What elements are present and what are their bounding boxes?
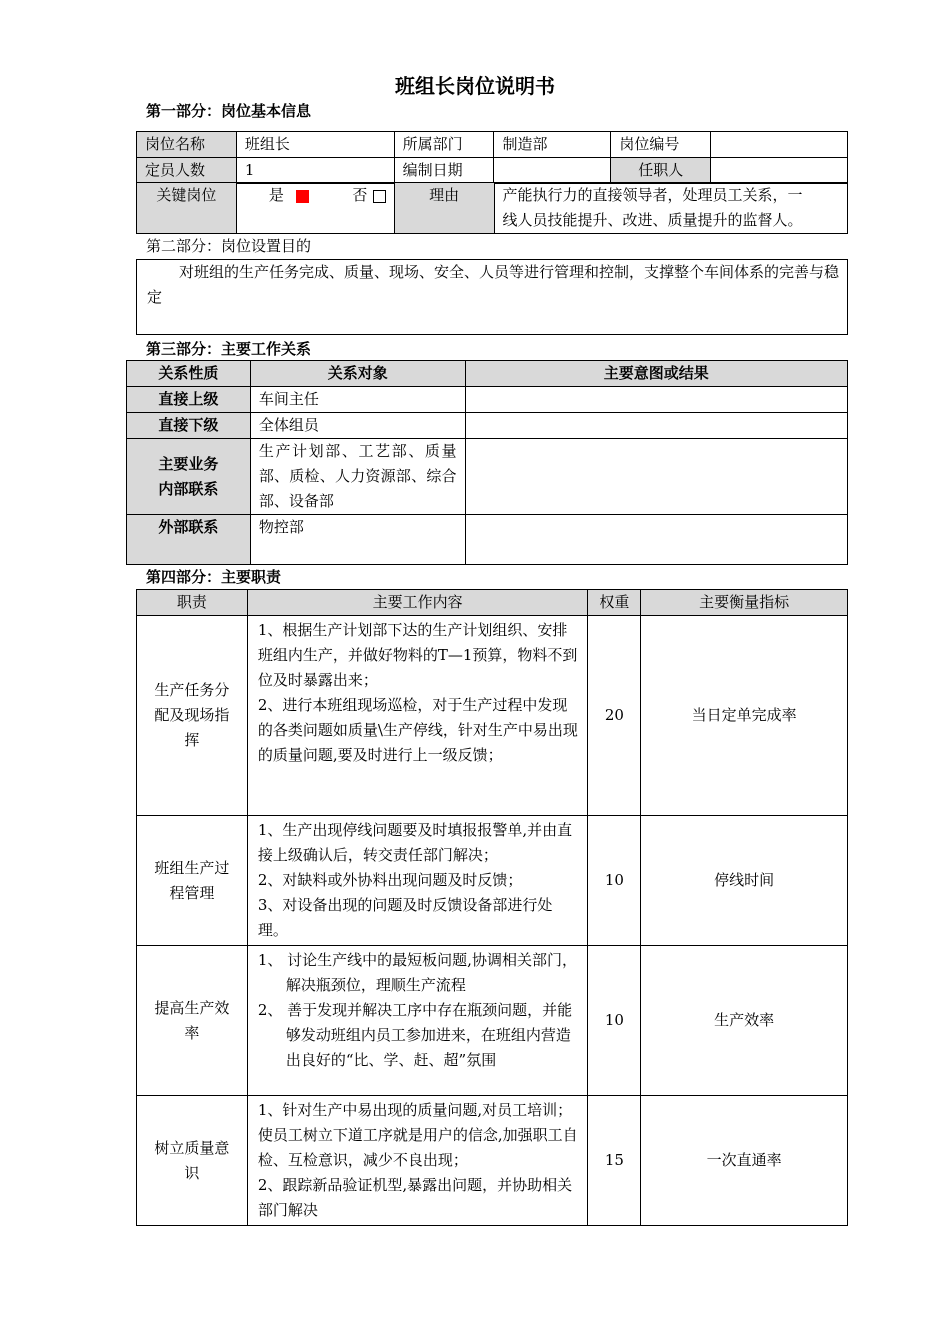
duty-metric: 停线时间 xyxy=(641,816,848,946)
page-title: 班组长岗位说明书 xyxy=(395,74,555,98)
dept-value: 制造部 xyxy=(494,132,611,158)
post-name-value: 班组长 xyxy=(236,132,394,158)
relation-result xyxy=(465,515,847,565)
relation-object: 全体组员 xyxy=(250,413,465,439)
reason-label: 理由 xyxy=(394,183,494,234)
relation-nature-line-2: 内部联系 xyxy=(158,479,219,498)
relation-object: 生产计划部、工艺部、质量部、质检、人力资源部、综合部、设备部 xyxy=(250,439,465,515)
relation-nature xyxy=(127,439,251,515)
part2-heading: 第二部分：岗位设置目的 xyxy=(146,237,312,255)
relation-result xyxy=(465,439,847,515)
duty-content-line: 1、生产出现停线问题要及时填报报警单,并由直接上级确认后，转交责任部门解决； xyxy=(257,821,573,864)
duty-name: 班组生产过程管理 xyxy=(137,816,248,946)
duty-header-weight: 权重 xyxy=(588,590,641,616)
purpose-table xyxy=(136,259,848,335)
duty-metric: 一次直通率 xyxy=(641,1096,848,1226)
post-no-label: 岗位编号 xyxy=(611,132,711,158)
duty-weight: 10 xyxy=(588,946,641,1096)
duty-weight: 15 xyxy=(588,1096,641,1226)
duties-table xyxy=(136,589,848,1226)
duty-weight: 10 xyxy=(588,816,641,946)
duty-content-line: 2、跟踪新品验证机型,暴露出问题，并协助相关部门解决 xyxy=(257,1176,573,1219)
duty-name: 树立质量意识 xyxy=(137,1096,248,1226)
relation-nature: 直接下级 xyxy=(127,413,251,439)
duty-content-line: 1、根据生产计划部下达的生产计划组织、安排班组内生产，并做好物料的T—1预算，物料不到位及时暴露出来； xyxy=(257,621,578,689)
key-post-choice xyxy=(236,183,394,234)
yes-label: 是 xyxy=(268,186,284,204)
duty-content-line: 2、进行本班组现场巡检，对于生产过程中发现的各类问题如质量\生产停线，针对生产中易出现的质量问题,要及时进行上一级反馈； xyxy=(257,696,578,764)
duty-content xyxy=(247,946,588,1096)
relation-result xyxy=(465,413,847,439)
duty-content xyxy=(247,816,588,946)
duty-name: 生产任务分配及现场指挥 xyxy=(137,616,248,816)
dept-label: 所属部门 xyxy=(394,132,494,158)
duty-content-line: 1、 讨论生产线中的最短板问题,协调相关部门，解决瓶颈位，理顺生产流程 xyxy=(257,951,577,994)
duty-content xyxy=(247,1096,588,1226)
relation-nature: 外部联系 xyxy=(127,515,251,565)
basic-info-table xyxy=(136,131,848,184)
part4-heading: 第四部分：主要职责 xyxy=(146,568,282,586)
relation-header-nature: 关系性质 xyxy=(127,361,251,387)
duty-content-line: 1、针对生产中易出现的质量问题,对员工培训；使员工树立下道工序就是用户的信念,加强职工自检、互检意识，减少不良出现； xyxy=(257,1101,578,1169)
holder-label: 任职人 xyxy=(611,158,711,184)
no-label: 否 xyxy=(352,186,368,204)
reason-line-2: 线人员技能提升、改进、质量提升的监督人。 xyxy=(502,211,803,229)
duty-name: 提高生产效率 xyxy=(137,946,248,1096)
relation-object: 物控部 xyxy=(250,515,465,565)
part3-heading: 第三部分：主要工作关系 xyxy=(146,340,312,358)
key-post-table xyxy=(136,182,848,234)
duty-weight: 20 xyxy=(588,616,641,816)
relation-header-object: 关系对象 xyxy=(250,361,465,387)
headcount-value: 1 xyxy=(236,158,394,184)
duty-metric: 当日定单完成率 xyxy=(641,616,848,816)
relation-header-result: 主要意图或结果 xyxy=(465,361,847,387)
duty-content-line: 3、对设备出现的问题及时反馈设备部进行处理。 xyxy=(257,896,553,939)
post-name-label: 岗位名称 xyxy=(137,132,237,158)
part1-heading: 第一部分：岗位基本信息 xyxy=(146,102,312,120)
relation-nature: 直接上级 xyxy=(127,387,251,413)
headcount-label: 定员人数 xyxy=(137,158,237,184)
key-post-label: 关键岗位 xyxy=(137,183,237,234)
duty-content-line: 2、 善于发现并解决工序中存在瓶颈问题，并能够发动班组内员工参加进来，在班组内营造出良好的“比、学、赶、超”氛围 xyxy=(257,1001,573,1069)
relation-nature-line-1: 主要业务 xyxy=(158,454,219,473)
post-no-value xyxy=(711,132,848,158)
reason-line-1: 产能执行力的直接领导者，处理员工关系，一 xyxy=(502,186,803,204)
duty-header-content: 主要工作内容 xyxy=(247,590,588,616)
relation-result xyxy=(465,387,847,413)
reason-value xyxy=(494,183,847,234)
duty-content-line: 2、对缺料或外协料出现问题及时反馈； xyxy=(257,871,523,889)
duty-header-duty: 职责 xyxy=(137,590,248,616)
duty-header-metric: 主要衡量指标 xyxy=(641,590,848,616)
duty-metric: 生产效率 xyxy=(641,946,848,1096)
holder-value xyxy=(711,158,848,184)
date-value xyxy=(494,158,611,184)
work-relations-table xyxy=(126,360,848,565)
duty-content xyxy=(247,616,588,816)
unchecked-box-icon[interactable] xyxy=(373,190,386,203)
purpose-text: 对班组的生产任务完成、质量、现场、安全、人员等进行管理和控制，支撑整个车间体系的完善与稳定 xyxy=(137,260,848,335)
relation-object: 车间主任 xyxy=(250,387,465,413)
date-label: 编制日期 xyxy=(394,158,494,184)
checked-box-icon[interactable] xyxy=(296,190,309,203)
